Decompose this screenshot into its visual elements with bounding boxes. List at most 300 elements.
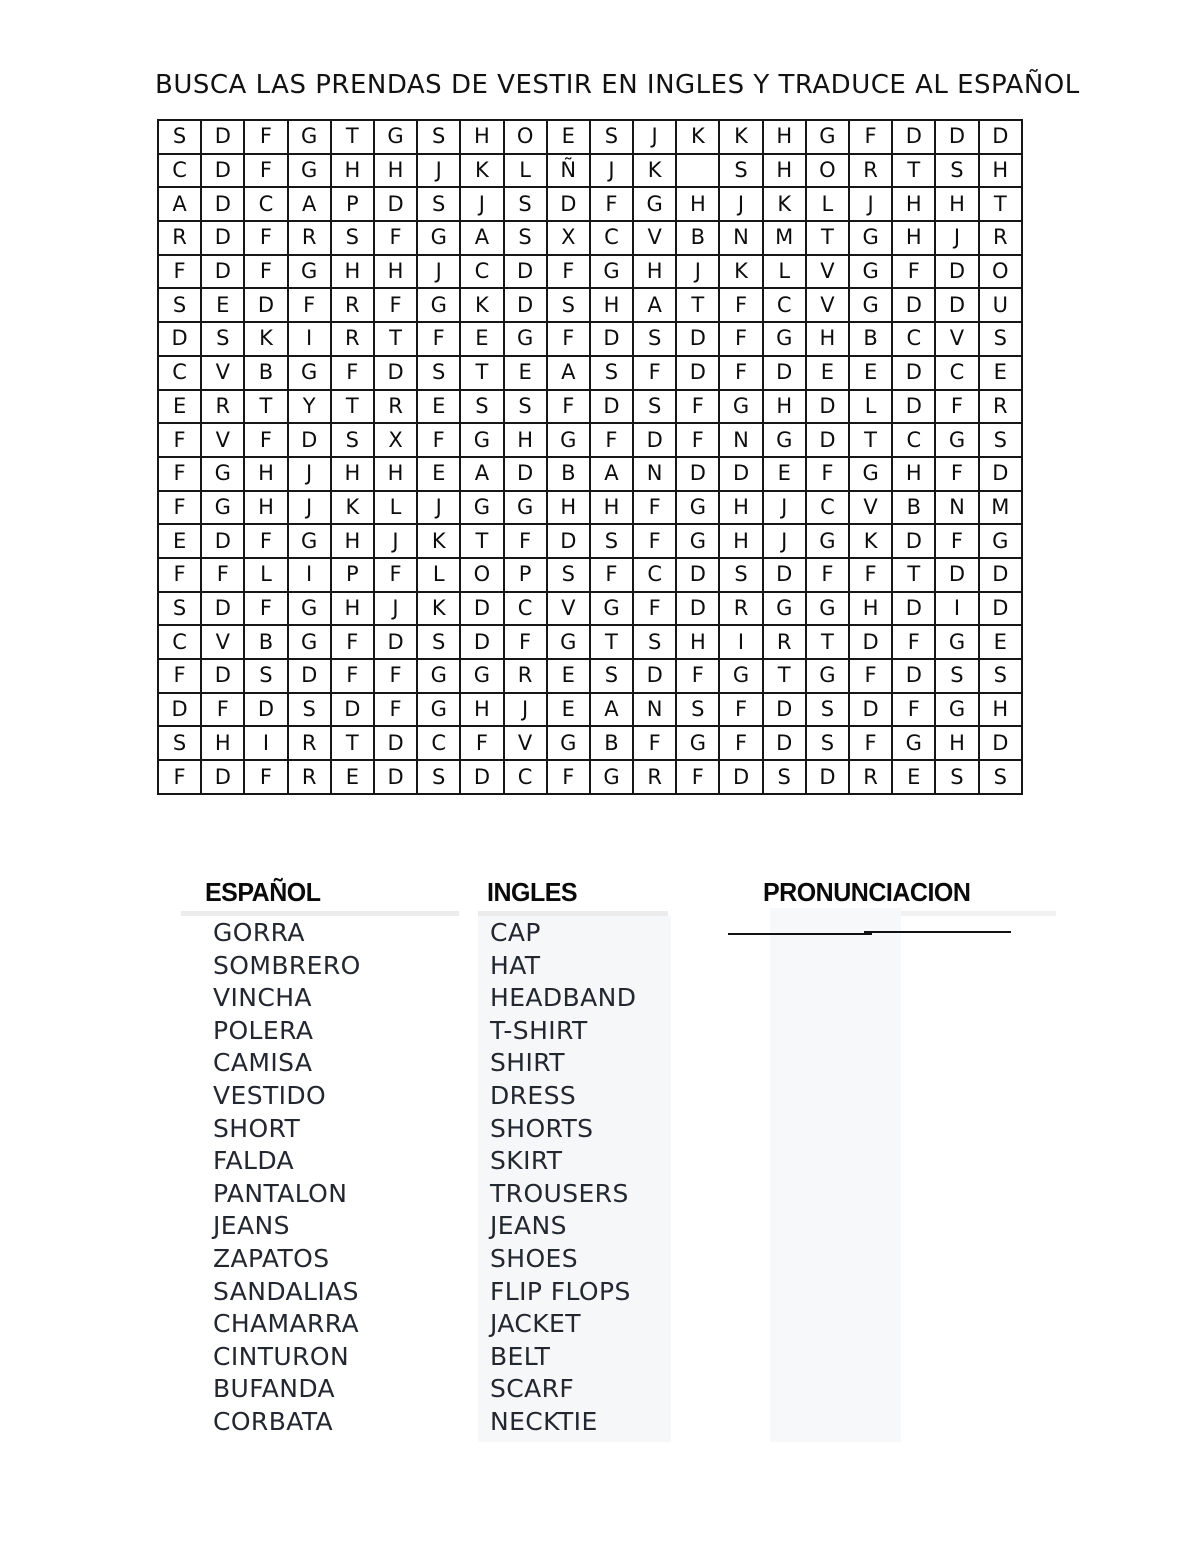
grid-cell: H bbox=[935, 187, 978, 221]
grid-cell: J bbox=[504, 693, 547, 727]
vocab-espanol-word: CHAMARRA bbox=[213, 1309, 360, 1339]
grid-cell: T bbox=[460, 356, 503, 390]
grid-cell: D bbox=[460, 592, 503, 626]
grid-cell: H bbox=[201, 726, 244, 760]
grid-cell: G bbox=[719, 390, 762, 424]
grid-cell: R bbox=[849, 154, 892, 188]
grid-cell: F bbox=[288, 288, 331, 322]
grid-cell: T bbox=[849, 423, 892, 457]
grid-cell: I bbox=[288, 558, 331, 592]
ingles-column-header: INGLES bbox=[487, 878, 578, 908]
grid-cell: D bbox=[979, 558, 1022, 592]
grid-cell: F bbox=[244, 760, 287, 794]
grid-cell: E bbox=[849, 356, 892, 390]
grid-cell: G bbox=[849, 288, 892, 322]
grid-row bbox=[158, 255, 1022, 289]
grid-cell: E bbox=[979, 356, 1022, 390]
grid-cell: F bbox=[892, 255, 935, 289]
grid-row bbox=[158, 491, 1022, 525]
grid-cell: F bbox=[158, 491, 201, 525]
grid-cell: G bbox=[590, 255, 633, 289]
grid-cell: J bbox=[849, 187, 892, 221]
grid-cell: F bbox=[158, 255, 201, 289]
grid-cell: G bbox=[849, 255, 892, 289]
grid-cell: B bbox=[676, 221, 719, 255]
grid-cell: V bbox=[849, 491, 892, 525]
grid-cell: D bbox=[892, 592, 935, 626]
grid-cell: C bbox=[633, 558, 676, 592]
vocab-row bbox=[0, 917, 1100, 950]
vocab-row bbox=[0, 1178, 1100, 1211]
grid-cell: T bbox=[331, 726, 374, 760]
grid-cell: S bbox=[547, 558, 590, 592]
grid-cell: A bbox=[547, 356, 590, 390]
grid-cell: T bbox=[806, 625, 849, 659]
grid-cell: S bbox=[504, 187, 547, 221]
grid-cell: K bbox=[633, 154, 676, 188]
grid-cell: S bbox=[244, 659, 287, 693]
grid-cell: D bbox=[374, 726, 417, 760]
grid-row bbox=[158, 187, 1022, 221]
grid-cell: H bbox=[374, 154, 417, 188]
grid-cell: S bbox=[979, 760, 1022, 794]
grid-cell: T bbox=[892, 154, 935, 188]
grid-cell: D bbox=[374, 356, 417, 390]
grid-cell: D bbox=[935, 120, 978, 154]
vocab-ingles-word: TROUSERS bbox=[490, 1178, 629, 1208]
grid-cell: G bbox=[201, 491, 244, 525]
grid-cell: D bbox=[935, 255, 978, 289]
grid-cell: D bbox=[158, 322, 201, 356]
grid-cell: D bbox=[460, 625, 503, 659]
grid-cell: D bbox=[201, 760, 244, 794]
grid-cell: L bbox=[806, 187, 849, 221]
grid-cell: S bbox=[590, 356, 633, 390]
grid-row bbox=[158, 356, 1022, 390]
grid-cell: F bbox=[417, 322, 460, 356]
grid-cell: X bbox=[374, 423, 417, 457]
grid-cell: G bbox=[763, 592, 806, 626]
grid-cell: S bbox=[504, 390, 547, 424]
grid-row bbox=[158, 390, 1022, 424]
grid-cell: J bbox=[417, 154, 460, 188]
grid-cell: F bbox=[633, 524, 676, 558]
grid-cell: G bbox=[676, 726, 719, 760]
vocab-ingles-word: NECKTIE bbox=[490, 1406, 598, 1436]
grid-cell: D bbox=[201, 255, 244, 289]
grid-cell: H bbox=[633, 255, 676, 289]
grid-cell: D bbox=[590, 390, 633, 424]
grid-cell: D bbox=[935, 558, 978, 592]
grid-cell: C bbox=[158, 154, 201, 188]
vocab-espanol-word: BUFANDA bbox=[213, 1374, 336, 1404]
grid-cell: H bbox=[719, 524, 762, 558]
grid-cell: H bbox=[892, 221, 935, 255]
grid-cell: D bbox=[763, 726, 806, 760]
grid-cell: D bbox=[979, 457, 1022, 491]
grid-cell: F bbox=[892, 625, 935, 659]
grid-cell: H bbox=[590, 491, 633, 525]
grid-cell: V bbox=[806, 255, 849, 289]
grid-cell: H bbox=[460, 120, 503, 154]
grid-cell: J bbox=[374, 592, 417, 626]
grid-cell: F bbox=[201, 558, 244, 592]
grid-cell: H bbox=[806, 322, 849, 356]
grid-cell: D bbox=[676, 592, 719, 626]
grid-cell: N bbox=[633, 457, 676, 491]
grid-cell: C bbox=[590, 221, 633, 255]
grid-cell: G bbox=[806, 120, 849, 154]
grid-cell: S bbox=[331, 221, 374, 255]
grid-cell: F bbox=[331, 625, 374, 659]
grid-cell: D bbox=[374, 625, 417, 659]
grid-cell: E bbox=[417, 390, 460, 424]
grid-cell: D bbox=[504, 255, 547, 289]
grid-cell: F bbox=[417, 423, 460, 457]
vocab-ingles-word: SHOES bbox=[490, 1243, 579, 1273]
grid-cell: D bbox=[719, 457, 762, 491]
grid-cell: H bbox=[719, 491, 762, 525]
grid-cell: J bbox=[374, 524, 417, 558]
grid-cell: V bbox=[806, 288, 849, 322]
vocab-espanol-word: VESTIDO bbox=[213, 1080, 327, 1110]
grid-cell: J bbox=[676, 255, 719, 289]
grid-cell: A bbox=[590, 693, 633, 727]
grid-cell: D bbox=[201, 221, 244, 255]
grid-cell: F bbox=[719, 356, 762, 390]
grid-cell: Y bbox=[288, 390, 331, 424]
grid-cell: S bbox=[935, 659, 978, 693]
grid-cell: A bbox=[288, 187, 331, 221]
grid-cell: D bbox=[547, 524, 590, 558]
grid-cell: F bbox=[504, 524, 547, 558]
grid-cell: D bbox=[460, 760, 503, 794]
grid-cell: D bbox=[892, 659, 935, 693]
grid-cell: H bbox=[763, 154, 806, 188]
grid-cell: O bbox=[460, 558, 503, 592]
grid-cell: G bbox=[979, 524, 1022, 558]
grid-cell: S bbox=[504, 221, 547, 255]
grid-cell: L bbox=[849, 390, 892, 424]
grid-cell: D bbox=[201, 154, 244, 188]
grid-cell: G bbox=[763, 322, 806, 356]
grid-cell: T bbox=[806, 221, 849, 255]
grid-cell: R bbox=[979, 221, 1022, 255]
grid-cell: S bbox=[158, 288, 201, 322]
grid-cell: D bbox=[288, 659, 331, 693]
grid-cell: F bbox=[590, 558, 633, 592]
grid-cell: C bbox=[460, 255, 503, 289]
grid-cell: H bbox=[676, 187, 719, 221]
grid-cell: R bbox=[979, 390, 1022, 424]
word-search-table bbox=[157, 119, 1023, 795]
grid-cell: F bbox=[201, 693, 244, 727]
vocab-espanol-word: POLERA bbox=[213, 1015, 314, 1045]
grid-cell: S bbox=[979, 659, 1022, 693]
grid-cell: D bbox=[201, 659, 244, 693]
grid-cell: E bbox=[763, 457, 806, 491]
grid-cell: E bbox=[331, 760, 374, 794]
grid-row bbox=[158, 524, 1022, 558]
vocab-espanol-word: CORBATA bbox=[213, 1406, 334, 1436]
grid-cell: H bbox=[331, 524, 374, 558]
grid-cell: F bbox=[633, 726, 676, 760]
grid-cell: D bbox=[892, 390, 935, 424]
vocab-ingles-word: HEADBAND bbox=[490, 983, 637, 1013]
grid-cell bbox=[676, 154, 719, 188]
grid-cell: F bbox=[374, 693, 417, 727]
grid-cell: T bbox=[892, 558, 935, 592]
grid-row bbox=[158, 693, 1022, 727]
grid-cell: T bbox=[460, 524, 503, 558]
grid-cell: M bbox=[979, 491, 1022, 525]
grid-cell: J bbox=[590, 154, 633, 188]
grid-cell: F bbox=[676, 760, 719, 794]
grid-cell: F bbox=[719, 726, 762, 760]
vocab-ingles-word: DRESS bbox=[490, 1080, 577, 1110]
grid-cell: E bbox=[460, 322, 503, 356]
vocab-row bbox=[0, 1373, 1100, 1406]
grid-cell: B bbox=[590, 726, 633, 760]
grid-cell: G bbox=[590, 760, 633, 794]
grid-row bbox=[158, 726, 1022, 760]
grid-cell: C bbox=[892, 322, 935, 356]
grid-cell: K bbox=[719, 255, 762, 289]
grid-cell: L bbox=[417, 558, 460, 592]
grid-cell: V bbox=[201, 625, 244, 659]
grid-cell: V bbox=[547, 592, 590, 626]
grid-cell: H bbox=[244, 491, 287, 525]
grid-cell: E bbox=[806, 356, 849, 390]
grid-cell: S bbox=[158, 120, 201, 154]
grid-cell: G bbox=[288, 592, 331, 626]
grid-cell: G bbox=[288, 524, 331, 558]
grid-cell: G bbox=[417, 221, 460, 255]
grid-cell: D bbox=[719, 760, 762, 794]
grid-cell: D bbox=[547, 187, 590, 221]
grid-cell: J bbox=[417, 255, 460, 289]
grid-cell: S bbox=[590, 120, 633, 154]
grid-cell: D bbox=[504, 288, 547, 322]
grid-cell: F bbox=[892, 693, 935, 727]
grid-cell: G bbox=[201, 457, 244, 491]
vocab-list bbox=[0, 917, 1100, 1439]
grid-cell: F bbox=[633, 356, 676, 390]
grid-cell: K bbox=[331, 491, 374, 525]
grid-cell: O bbox=[504, 120, 547, 154]
grid-cell: D bbox=[288, 423, 331, 457]
grid-cell: I bbox=[244, 726, 287, 760]
grid-cell: G bbox=[288, 154, 331, 188]
grid-cell: P bbox=[504, 558, 547, 592]
grid-cell: S bbox=[417, 356, 460, 390]
grid-cell: S bbox=[763, 760, 806, 794]
grid-cell: D bbox=[504, 457, 547, 491]
grid-cell: D bbox=[806, 390, 849, 424]
grid-cell: T bbox=[374, 322, 417, 356]
vocab-row bbox=[0, 1145, 1100, 1178]
grid-cell: D bbox=[633, 659, 676, 693]
grid-cell: S bbox=[158, 726, 201, 760]
grid-cell: F bbox=[935, 524, 978, 558]
grid-cell: H bbox=[590, 288, 633, 322]
grid-cell: D bbox=[806, 423, 849, 457]
grid-cell: H bbox=[331, 255, 374, 289]
grid-row bbox=[158, 288, 1022, 322]
grid-cell: G bbox=[374, 120, 417, 154]
vocab-ingles-word: T-SHIRT bbox=[490, 1015, 588, 1045]
grid-cell: F bbox=[590, 187, 633, 221]
grid-cell: K bbox=[676, 120, 719, 154]
vocab-espanol-word: CAMISA bbox=[213, 1048, 313, 1078]
grid-cell: D bbox=[806, 760, 849, 794]
grid-cell: F bbox=[719, 288, 762, 322]
grid-cell: S bbox=[935, 154, 978, 188]
grid-cell: G bbox=[676, 524, 719, 558]
grid-cell: H bbox=[979, 154, 1022, 188]
grid-cell: F bbox=[331, 356, 374, 390]
grid-cell: N bbox=[633, 693, 676, 727]
grid-cell: F bbox=[158, 423, 201, 457]
grid-cell: R bbox=[763, 625, 806, 659]
grid-cell: R bbox=[633, 760, 676, 794]
grid-cell: D bbox=[892, 356, 935, 390]
pronunciacion-header-underline bbox=[900, 911, 1056, 916]
grid-cell: H bbox=[849, 592, 892, 626]
grid-cell: B bbox=[244, 356, 287, 390]
grid-cell: K bbox=[763, 187, 806, 221]
vocab-row bbox=[0, 1113, 1100, 1146]
grid-cell: C bbox=[806, 491, 849, 525]
grid-cell: C bbox=[158, 625, 201, 659]
vocab-row bbox=[0, 1308, 1100, 1341]
grid-cell: G bbox=[417, 659, 460, 693]
grid-cell: S bbox=[331, 423, 374, 457]
grid-cell: G bbox=[460, 423, 503, 457]
grid-cell: S bbox=[158, 592, 201, 626]
grid-cell: D bbox=[374, 760, 417, 794]
grid-cell: D bbox=[590, 322, 633, 356]
espanol-column-header: ESPAÑOL bbox=[205, 878, 321, 908]
grid-cell: S bbox=[417, 760, 460, 794]
grid-cell: J bbox=[935, 221, 978, 255]
grid-cell: D bbox=[849, 693, 892, 727]
grid-cell: F bbox=[244, 592, 287, 626]
grid-cell: F bbox=[374, 288, 417, 322]
grid-cell: D bbox=[979, 592, 1022, 626]
grid-row bbox=[158, 154, 1022, 188]
grid-row bbox=[158, 457, 1022, 491]
grid-cell: R bbox=[201, 390, 244, 424]
grid-cell: F bbox=[849, 558, 892, 592]
grid-cell: S bbox=[806, 693, 849, 727]
grid-cell: F bbox=[460, 726, 503, 760]
grid-cell: J bbox=[288, 491, 331, 525]
grid-cell: G bbox=[806, 592, 849, 626]
grid-cell: K bbox=[849, 524, 892, 558]
grid-cell: D bbox=[979, 726, 1022, 760]
grid-cell: E bbox=[892, 760, 935, 794]
grid-cell: V bbox=[201, 423, 244, 457]
grid-cell: R bbox=[158, 221, 201, 255]
grid-cell: J bbox=[763, 524, 806, 558]
grid-cell: G bbox=[460, 659, 503, 693]
grid-cell: B bbox=[892, 491, 935, 525]
vocab-espanol-word: JEANS bbox=[213, 1211, 290, 1241]
vocab-ingles-word: SKIRT bbox=[490, 1146, 563, 1176]
grid-cell: A bbox=[633, 288, 676, 322]
grid-cell: I bbox=[288, 322, 331, 356]
grid-cell: T bbox=[763, 659, 806, 693]
grid-cell: F bbox=[935, 390, 978, 424]
grid-row bbox=[158, 659, 1022, 693]
grid-cell: S bbox=[719, 558, 762, 592]
grid-cell: F bbox=[244, 154, 287, 188]
word-search-grid bbox=[158, 120, 1022, 794]
grid-cell: D bbox=[158, 693, 201, 727]
grid-cell: F bbox=[331, 659, 374, 693]
grid-cell: D bbox=[849, 625, 892, 659]
grid-cell: E bbox=[158, 524, 201, 558]
grid-cell: S bbox=[806, 726, 849, 760]
grid-cell: L bbox=[374, 491, 417, 525]
grid-cell: G bbox=[547, 423, 590, 457]
vocab-espanol-word: SHORT bbox=[213, 1113, 301, 1143]
grid-cell: G bbox=[935, 423, 978, 457]
grid-cell: E bbox=[158, 390, 201, 424]
vocab-ingles-word: HAT bbox=[490, 950, 541, 980]
grid-cell: H bbox=[331, 154, 374, 188]
grid-cell: S bbox=[547, 288, 590, 322]
grid-cell: R bbox=[849, 760, 892, 794]
grid-cell: S bbox=[460, 390, 503, 424]
vocab-ingles-word: CAP bbox=[490, 918, 541, 947]
grid-cell: S bbox=[590, 659, 633, 693]
grid-cell: C bbox=[504, 760, 547, 794]
grid-cell: X bbox=[547, 221, 590, 255]
grid-cell: F bbox=[547, 390, 590, 424]
grid-cell: G bbox=[547, 625, 590, 659]
grid-cell: E bbox=[547, 120, 590, 154]
grid-cell: D bbox=[892, 288, 935, 322]
grid-cell: K bbox=[417, 524, 460, 558]
grid-cell: F bbox=[547, 760, 590, 794]
grid-cell: H bbox=[892, 457, 935, 491]
grid-cell: C bbox=[504, 592, 547, 626]
grid-cell: H bbox=[676, 625, 719, 659]
grid-cell: E bbox=[547, 693, 590, 727]
grid-cell: D bbox=[763, 558, 806, 592]
grid-cell: N bbox=[935, 491, 978, 525]
grid-cell: F bbox=[244, 524, 287, 558]
grid-cell: J bbox=[460, 187, 503, 221]
grid-cell: S bbox=[201, 322, 244, 356]
grid-cell: G bbox=[417, 693, 460, 727]
grid-cell: H bbox=[331, 457, 374, 491]
grid-cell: D bbox=[892, 120, 935, 154]
vocab-row bbox=[0, 950, 1100, 983]
grid-cell: D bbox=[676, 356, 719, 390]
grid-cell: C bbox=[763, 288, 806, 322]
grid-cell: F bbox=[244, 221, 287, 255]
grid-cell: D bbox=[201, 524, 244, 558]
grid-cell: F bbox=[935, 457, 978, 491]
grid-cell: S bbox=[288, 693, 331, 727]
grid-row bbox=[158, 120, 1022, 154]
vocab-row bbox=[0, 1210, 1100, 1243]
grid-cell: J bbox=[288, 457, 331, 491]
vocab-ingles-word: JACKET bbox=[490, 1309, 581, 1339]
